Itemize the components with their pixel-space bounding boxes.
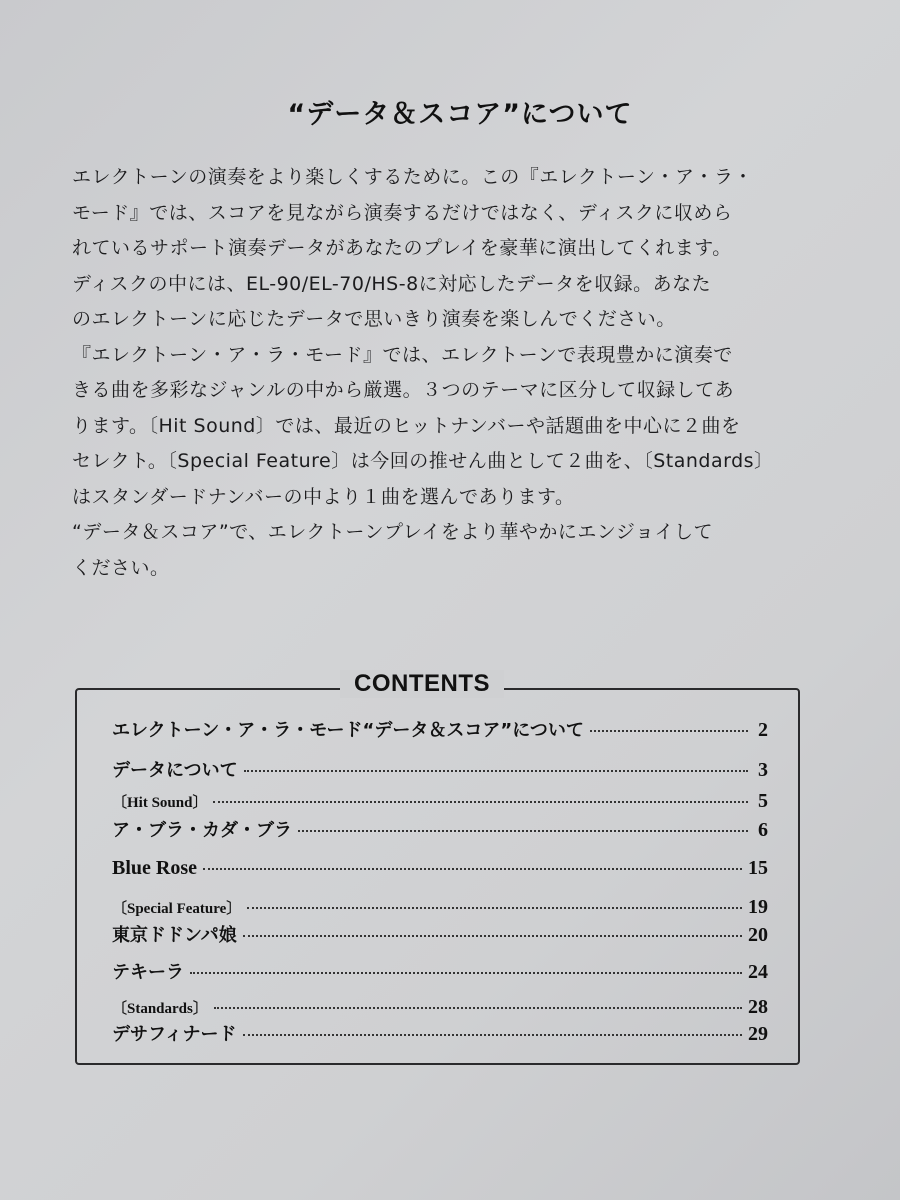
toc-entry-label: Blue Rose <box>112 857 197 879</box>
toc-section-label: 〔Special Feature〕 <box>112 901 242 917</box>
toc-entry-label: データについて <box>112 760 238 781</box>
intro-line: セレクト。〔Special Feature〕は今回の推せん曲として２曲を、〔Standards〕 <box>72 450 774 472</box>
toc-entry-label: テキーラ <box>112 962 184 983</box>
toc-entry <box>112 1020 768 1046</box>
toc-page-number: 15 <box>748 857 768 879</box>
toc-entry-label: エレクトーン・ア・ラ・モード“データ＆スコア”について <box>112 720 584 741</box>
toc-page-number: 3 <box>758 759 768 781</box>
page-title: “データ＆スコア”について <box>287 99 633 130</box>
toc-entry <box>112 857 768 880</box>
toc-entry-label: 東京ドドンパ娘 <box>112 925 237 946</box>
intro-line: エレクトーンの演奏をより楽しくするために。この『エレクトーン・ア・ラ・ <box>72 166 753 188</box>
toc-entry <box>112 816 768 842</box>
intro-line: 『エレクトーン・ア・ラ・モード』では、エレクトーンで表現豊かに演奏で <box>72 343 733 366</box>
toc-section-label: 〔Standards〕 <box>112 1001 208 1017</box>
intro-line: “データ＆スコア”で、エレクトーンプレイをより華やかにエンジョイして <box>72 521 713 543</box>
toc-entry <box>112 921 768 947</box>
toc-leader-dots <box>213 801 748 803</box>
toc-leader-dots <box>203 868 742 870</box>
toc-leader-dots <box>214 1007 742 1009</box>
toc-page-number: 5 <box>758 790 768 812</box>
toc-page-number: 6 <box>758 819 768 841</box>
toc-section-header <box>112 790 768 813</box>
intro-line: ください。 <box>72 556 170 579</box>
toc-section-label: 〔Hit Sound〕 <box>112 795 208 811</box>
intro-line: きる曲を多彩なジャンルの中から厳選。３つのテーマに区分して収録してあ <box>72 379 735 401</box>
toc-entry <box>112 716 768 742</box>
toc-leader-dots <box>298 830 748 832</box>
contents-heading: CONTENTS <box>340 670 504 698</box>
toc-page-number: 19 <box>748 896 768 918</box>
toc-page-number: 2 <box>758 719 768 741</box>
toc-leader-dots <box>244 770 748 772</box>
intro-line: のエレクトーンに応じたデータで思いきり演奏を楽しんでください。 <box>72 308 676 330</box>
toc-page-number: 28 <box>748 996 768 1018</box>
toc-entry-label: デサフィナード <box>112 1024 237 1045</box>
intro-line: ります。〔Hit Sound〕では、最近のヒットナンバーや話題曲を中心に２曲を <box>72 414 741 437</box>
toc-entry <box>112 958 768 984</box>
toc-leader-dots <box>590 730 748 732</box>
toc-page-number: 29 <box>748 1023 768 1045</box>
intro-line: ディスクの中には、EL-90/EL-70/HS-8に対応したデータを収録。あなた <box>72 272 712 295</box>
toc-page-number: 20 <box>748 924 768 946</box>
intro-paragraph <box>72 160 812 586</box>
toc-page-number: 24 <box>748 961 768 983</box>
toc-section-header <box>112 896 768 919</box>
toc-leader-dots <box>190 972 742 974</box>
toc-section-header <box>112 996 768 1019</box>
intro-line: モード』では、スコアを見ながら演奏するだけではなく、ディスクに収めら <box>72 201 733 224</box>
toc-leader-dots <box>247 907 742 909</box>
toc-leader-dots <box>243 935 742 937</box>
toc-leader-dots <box>243 1034 742 1036</box>
toc-entry <box>112 756 768 782</box>
intro-line: はスタンダードナンバーの中より１曲を選んであります。 <box>72 485 575 508</box>
toc-entry-label: ア・ブラ・カダ・ブラ <box>112 820 292 841</box>
intro-line: れているサポート演奏データがあなたのプレイを豪華に演出してくれます。 <box>72 237 732 259</box>
